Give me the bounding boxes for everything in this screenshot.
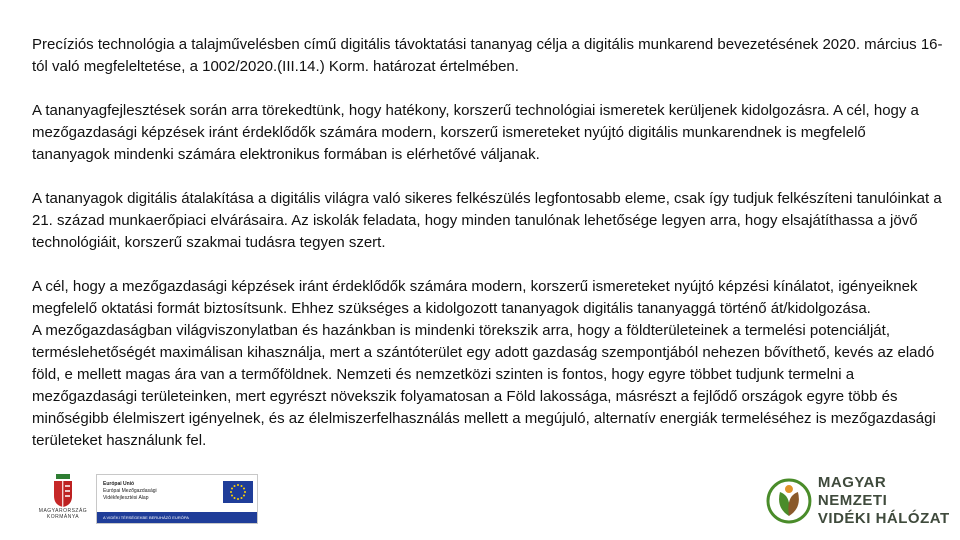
eu-logo-bar: A VIDÉKI TÉRSÉGEKBE BERUHÁZÓ EURÓPA [97, 512, 257, 523]
hungary-government-logo [34, 474, 92, 530]
mnvh-emblem-icon [766, 478, 812, 524]
eu-logo-line1: Európai Unió [103, 481, 135, 487]
paragraph-agriculture: A mezőgazdaságban világviszonylatban és hazánkban is mindenki törekszik arra, hogy a földterületeinek a termelési potenciálját, terméslehetőségét maximálisan kihasználja, mert a szántóterület egy adott gazdaság szempontjából nehezen bővíthető, kevés az eladó föld, e mellett magas ára van a termőföldnek. Nemzeti és nemzetközi szinten is fontos, hogy egyre többet tudjunk termelni a mezőgazdasági területeinken, mert egyrészt növekszik folyamatosan a Föld lakossága, másrészt a fejlődő országok egyre több és minőségibb élelmiszert igényelnek, és az élelmiszerfelhasználás mellett a megújuló, alternatív energiák termeléséhez is mezőgazdasági területeket használunk fel. [32, 322, 936, 449]
paragraph-intro: Precíziós technológia a talajművelésben című digitális távoktatási tananyag célja a digitális munkarend bevezetésének 2020. március 16-tól való megfeleltetése, a 1002/2020.(III.14.) Korm. határozat értelmében. [32, 36, 943, 75]
funding-logos [34, 474, 258, 530]
eu-logo-line3: Vidékfejlesztési Alap [103, 495, 149, 501]
eu-flag-icon [223, 481, 253, 503]
mnvh-logo-line2: VIDÉKI HÁLÓZAT [817, 510, 950, 527]
hungary-logo-line2: KORMÁNYA [46, 514, 80, 520]
paragraph-development: A tananyagfejlesztések során arra törekedtünk, hogy hatékony, korszerű technológiai ismeretek kerüljenek kidolgozásra. A cél, hogy a mezőgazdasági képzések iránt érdeklődők számára modern, korszerű ismereteket nyújtó digitális munkarendnek is megfelelő tananyagok mindenki számára elektronikus formában is elérhetővé váljanak. [32, 102, 919, 163]
paragraph-digital-transformation: A tananyagok digitális átalakítása a digitális világra való sikeres felkészülés legfontosabb eleme, csak így tudjuk felkészíteni tanulóinkat a 21. század munkaerőpiaci elvárásaira. Az iskolák feladata, hogy minden tanulónak lehetősége legyen arra, hogy elsajátíthassa a jövő technológiáit, korszerű szakmai tudásra tegyen szert. [32, 190, 942, 251]
eu-funding-logo [96, 474, 258, 524]
eu-logo-line2: Európai Mezőgazdasági [103, 488, 157, 494]
paragraph-goal: A cél, hogy a mezőgazdasági képzések iránt érdeklődők számára modern, korszerű ismereteket nyújtó képzési kínálatot, igényeiknek megfelelő oktatási formát biztosítsunk. Ehhez szükséges a kidolgozott tananyagok digitális tananyaggá történő át/kidolgozása. [32, 278, 918, 317]
mnvh-logo-line1: MAGYAR NEMZETI [817, 474, 888, 509]
hungary-logo-line1: MAGYARORSZÁG [38, 508, 88, 514]
coat-of-arms-icon [51, 474, 75, 508]
document-body [32, 34, 944, 474]
mnvh-logo [766, 474, 960, 528]
